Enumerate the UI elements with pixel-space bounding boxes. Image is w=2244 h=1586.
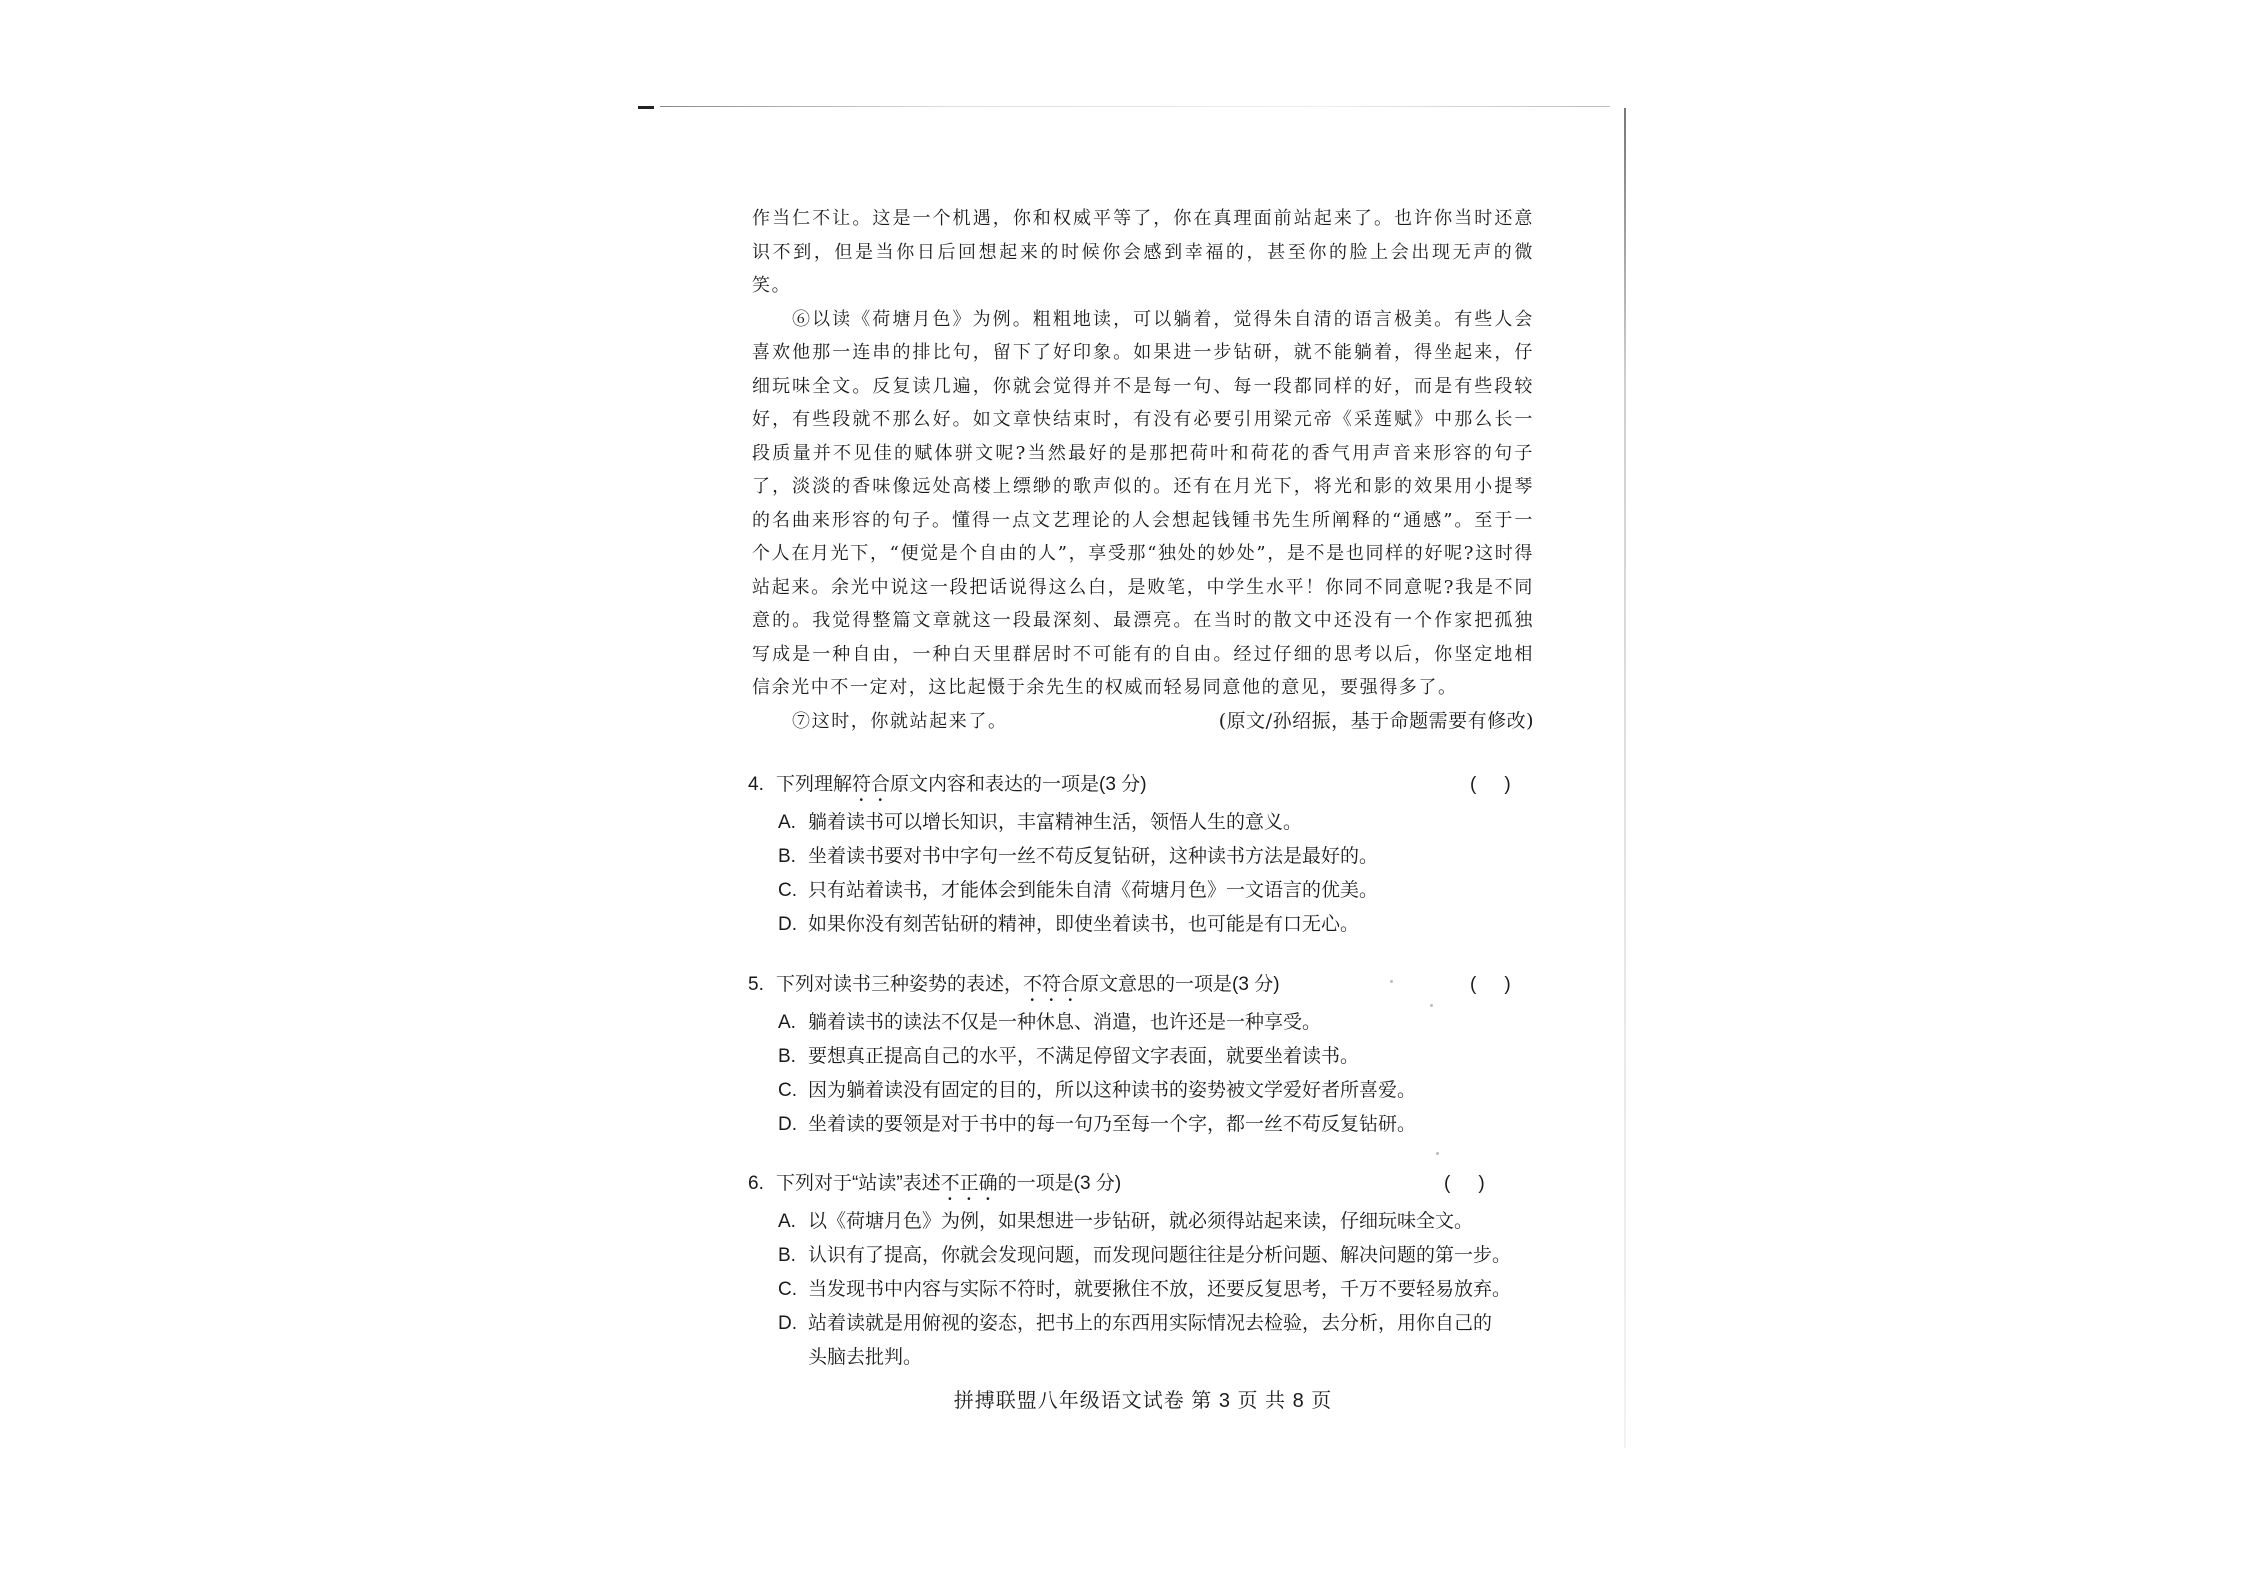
stem-text: 下列对读书三种姿势的表述，: [776, 974, 1024, 995]
stem-emphasis: 符合: [852, 774, 891, 795]
option-b: B. 认识有了提高，你就会发现问题，而发现问题往往是分析问题、解决问题的第一步。: [778, 1245, 1512, 1266]
reading-passage: [752, 202, 1534, 738]
option-d: D. 坐着读的要领是对于书中的每一句乃至每一个字，都一丝不苟反复钻研。: [778, 1114, 1417, 1135]
option-c: C. 只有站着读书，才能体会到能朱自清《荷塘月色》一文语言的优美。: [778, 880, 1379, 901]
stem-text: 的一项是(3 分): [997, 1173, 1122, 1194]
scan-corner-mark: [638, 106, 654, 109]
stem-text: 下列理解: [776, 774, 853, 795]
option-b: B. 坐着读书要对书中字句一丝不苟反复钻研，这种读书方法是最好的。: [778, 846, 1379, 867]
option-a: A. 以《荷塘月色》为例，如果想进一步钻研，就必须得站起来读，仔细玩味全文。: [778, 1211, 1474, 1232]
question-4: [748, 768, 1538, 942]
scan-edge-top: [660, 106, 1610, 107]
option-a: A. 躺着读书可以增长知识，丰富精神生活，领悟人生的意义。: [778, 812, 1303, 833]
stem-text: 原文内容和表达的一项是(3 分): [890, 774, 1147, 795]
question-number: 5.: [748, 974, 764, 995]
question-number: 6.: [748, 1173, 764, 1194]
scan-speck: [1436, 1152, 1439, 1155]
answer-bracket[interactable]: (): [1470, 774, 1539, 795]
question-stem: [748, 768, 1538, 806]
passage-paragraph: ⑥以读《荷塘月色》为例。粗粗地读，可以躺着，觉得朱自清的语言极美。有些人会喜欢他那一连串的排比句，留下了好印象。如果进一步钻研，就不能躺着，得坐起来，仔细玩味全文。反复读几遍，你就会觉得并不是每一句、每一段都同样的好，而是有些段较好，有些段就不那么好。如文章快结束时，有没有必要引用梁元帝《采莲赋》中那么长一段质量并不见佳的赋体骈文呢?当然最好的是那把荷叶和荷花的香气用声音来形容的句子了，淡淡的香味像远处高楼上缥缈的歌声似的。还有在月光下，将光和影的效果用小提琴的名曲来形容的句子。懂得一点文艺理论的人会想起钱锺书先生所阐释的“通感”。至于一个人在月光下，“便觉是个自由的人”，享受那“独处的妙处”，是不是也同样的好呢?这时得站起来。余光中说这一段把话说得这么白，是败笔，中学生水平！你同不同意呢?我是不同意的。我觉得整篇文章就这一段最深刻、最漂亮。在当时的散文中还没有一个作家把孤独写成是一种自由，一种白天里群居时不可能有的自由。经过仔细的思考以后，你坚定地相信余光中不一定对，这比起慑于余先生的权威而轻易同意他的意见，要强得多了。: [752, 308, 1534, 698]
question-5: [748, 968, 1538, 1142]
stem-text: 下列对于“站读”表述: [776, 1173, 941, 1194]
option-b: B. 要想真正提高自己的水平，不满足停留文字表面，就要坐着读书。: [778, 1046, 1360, 1067]
stem-text: 原文意思的一项是(3 分): [1080, 974, 1280, 995]
option-d: D. 站着读就是用俯视的姿态，把书上的东西用实际情况去检验，去分析，用你自己的 头脑去批判。: [748, 1307, 1538, 1375]
option-c: C. 当发现书中内容与实际不符时，就要揪住不放，还要反复思考，千万不要轻易放弃。: [778, 1279, 1512, 1300]
question-stem: [748, 1167, 1538, 1205]
stem-emphasis: 不正确: [940, 1173, 998, 1194]
answer-bracket[interactable]: (): [1444, 1173, 1513, 1194]
question-number: 4.: [748, 774, 764, 795]
passage-paragraph: 作当仁不让。这是一个机遇，你和权威平等了，你在真理面前站起来了。也许你当时还意识不到，但是当你日后回想起来的时候你会感到幸福的，甚至你的脸上会出现无声的微笑。: [752, 208, 1534, 296]
option-c: C. 因为躺着读没有固定的目的，所以这种读书的姿势被文学爱好者所喜爱。: [778, 1080, 1417, 1101]
scan-edge-right: [1624, 108, 1626, 1448]
option-a: A. 躺着读书的读法不仅是一种休息、消遣，也许还是一种享受。: [778, 1012, 1322, 1033]
answer-bracket[interactable]: (): [1470, 974, 1539, 995]
source-attribution: (原文/孙绍振，基于命题需要有修改): [1218, 710, 1534, 732]
stem-emphasis: 不符合: [1023, 974, 1081, 995]
option-continuation: 头脑去批判。: [808, 1347, 923, 1368]
page-footer: 拼搏联盟八年级语文试卷 第 3 页 共 8 页: [953, 1390, 1333, 1412]
question-6: [748, 1167, 1538, 1375]
question-stem: [748, 968, 1538, 1006]
passage-paragraph: ⑦这时，你就站起来了。: [792, 710, 1008, 732]
option-d: D. 如果你没有刻苦钻研的精神，即使坐着读书，也可能是有口无心。: [778, 914, 1360, 935]
